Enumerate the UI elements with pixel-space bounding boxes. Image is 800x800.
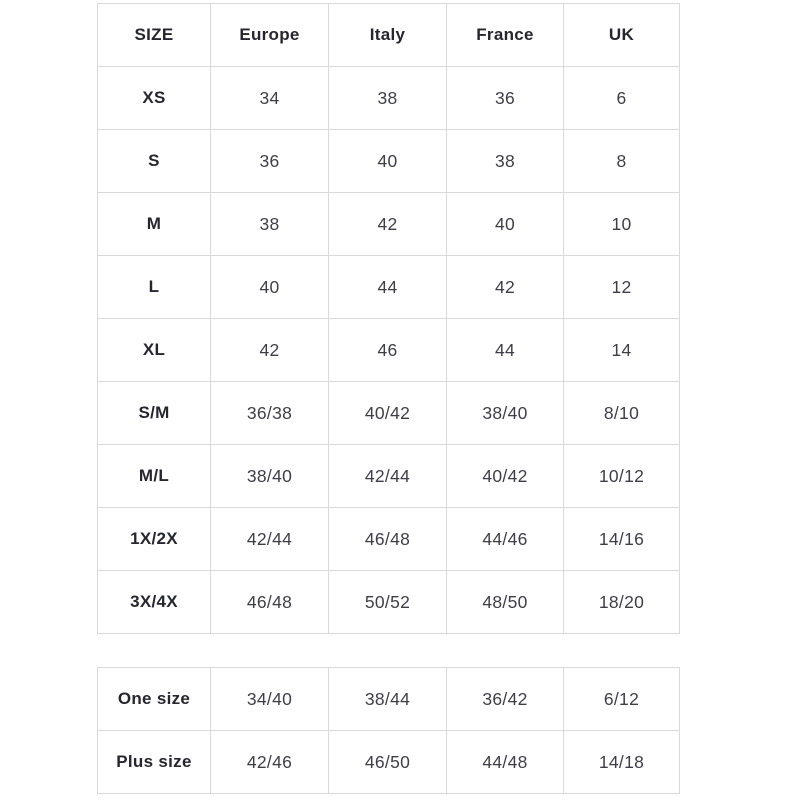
size-label: XL: [98, 319, 211, 382]
size-value: 18/20: [564, 571, 680, 634]
size-value: 50/52: [329, 571, 447, 634]
size-value: 8: [564, 130, 680, 193]
size-value: 10: [564, 193, 680, 256]
table-row: [98, 319, 680, 382]
table-row: [98, 67, 680, 130]
size-conversion-table: [97, 3, 680, 634]
table-row: [98, 571, 680, 634]
size-label: 3X/4X: [98, 571, 211, 634]
region-column-header: Italy: [329, 4, 447, 67]
size-label: S/M: [98, 382, 211, 445]
table-row: [98, 382, 680, 445]
size-value: 40: [447, 193, 564, 256]
size-value: 42/44: [211, 508, 329, 571]
table-row: [98, 256, 680, 319]
table-row: [98, 193, 680, 256]
size-value: 42/44: [329, 445, 447, 508]
size-value: 38: [447, 130, 564, 193]
size-value: 42: [329, 193, 447, 256]
size-value: 44: [447, 319, 564, 382]
size-value: 42: [447, 256, 564, 319]
size-value: 8/10: [564, 382, 680, 445]
size-value: 36: [211, 130, 329, 193]
size-value: 6/12: [564, 668, 680, 731]
size-value: 40/42: [447, 445, 564, 508]
size-label: L: [98, 256, 211, 319]
size-value: 46: [329, 319, 447, 382]
table-row: [98, 731, 680, 794]
table-row: [98, 508, 680, 571]
size-value: 34/40: [211, 668, 329, 731]
one-size-plus-size-table: [97, 667, 680, 794]
size-value: 6: [564, 67, 680, 130]
region-column-header: France: [447, 4, 564, 67]
size-value: 38: [211, 193, 329, 256]
size-value: 38/44: [329, 668, 447, 731]
table-row: [98, 668, 680, 731]
size-value: 44/46: [447, 508, 564, 571]
size-column-header: SIZE: [98, 4, 211, 67]
size-value: 44/48: [447, 731, 564, 794]
size-value: 46/48: [329, 508, 447, 571]
size-value: 12: [564, 256, 680, 319]
header-row: [98, 4, 680, 67]
region-column-header: Europe: [211, 4, 329, 67]
size-value: 40: [211, 256, 329, 319]
size-value: 36/38: [211, 382, 329, 445]
size-value: 36: [447, 67, 564, 130]
size-value: 40/42: [329, 382, 447, 445]
region-column-header: UK: [564, 4, 680, 67]
size-value: 34: [211, 67, 329, 130]
size-value: 14/18: [564, 731, 680, 794]
size-value: 46/50: [329, 731, 447, 794]
size-label: One size: [98, 668, 211, 731]
size-label: S: [98, 130, 211, 193]
size-value: 44: [329, 256, 447, 319]
size-value: 40: [329, 130, 447, 193]
size-value: 42: [211, 319, 329, 382]
size-label: M: [98, 193, 211, 256]
size-value: 14: [564, 319, 680, 382]
size-value: 36/42: [447, 668, 564, 731]
size-value: 48/50: [447, 571, 564, 634]
size-value: 10/12: [564, 445, 680, 508]
size-value: 42/46: [211, 731, 329, 794]
table-row: [98, 445, 680, 508]
table-row: [98, 130, 680, 193]
size-label: M/L: [98, 445, 211, 508]
size-label: 1X/2X: [98, 508, 211, 571]
size-value: 46/48: [211, 571, 329, 634]
size-label: XS: [98, 67, 211, 130]
size-value: 38/40: [447, 382, 564, 445]
size-label: Plus size: [98, 731, 211, 794]
size-value: 38: [329, 67, 447, 130]
size-value: 38/40: [211, 445, 329, 508]
size-value: 14/16: [564, 508, 680, 571]
